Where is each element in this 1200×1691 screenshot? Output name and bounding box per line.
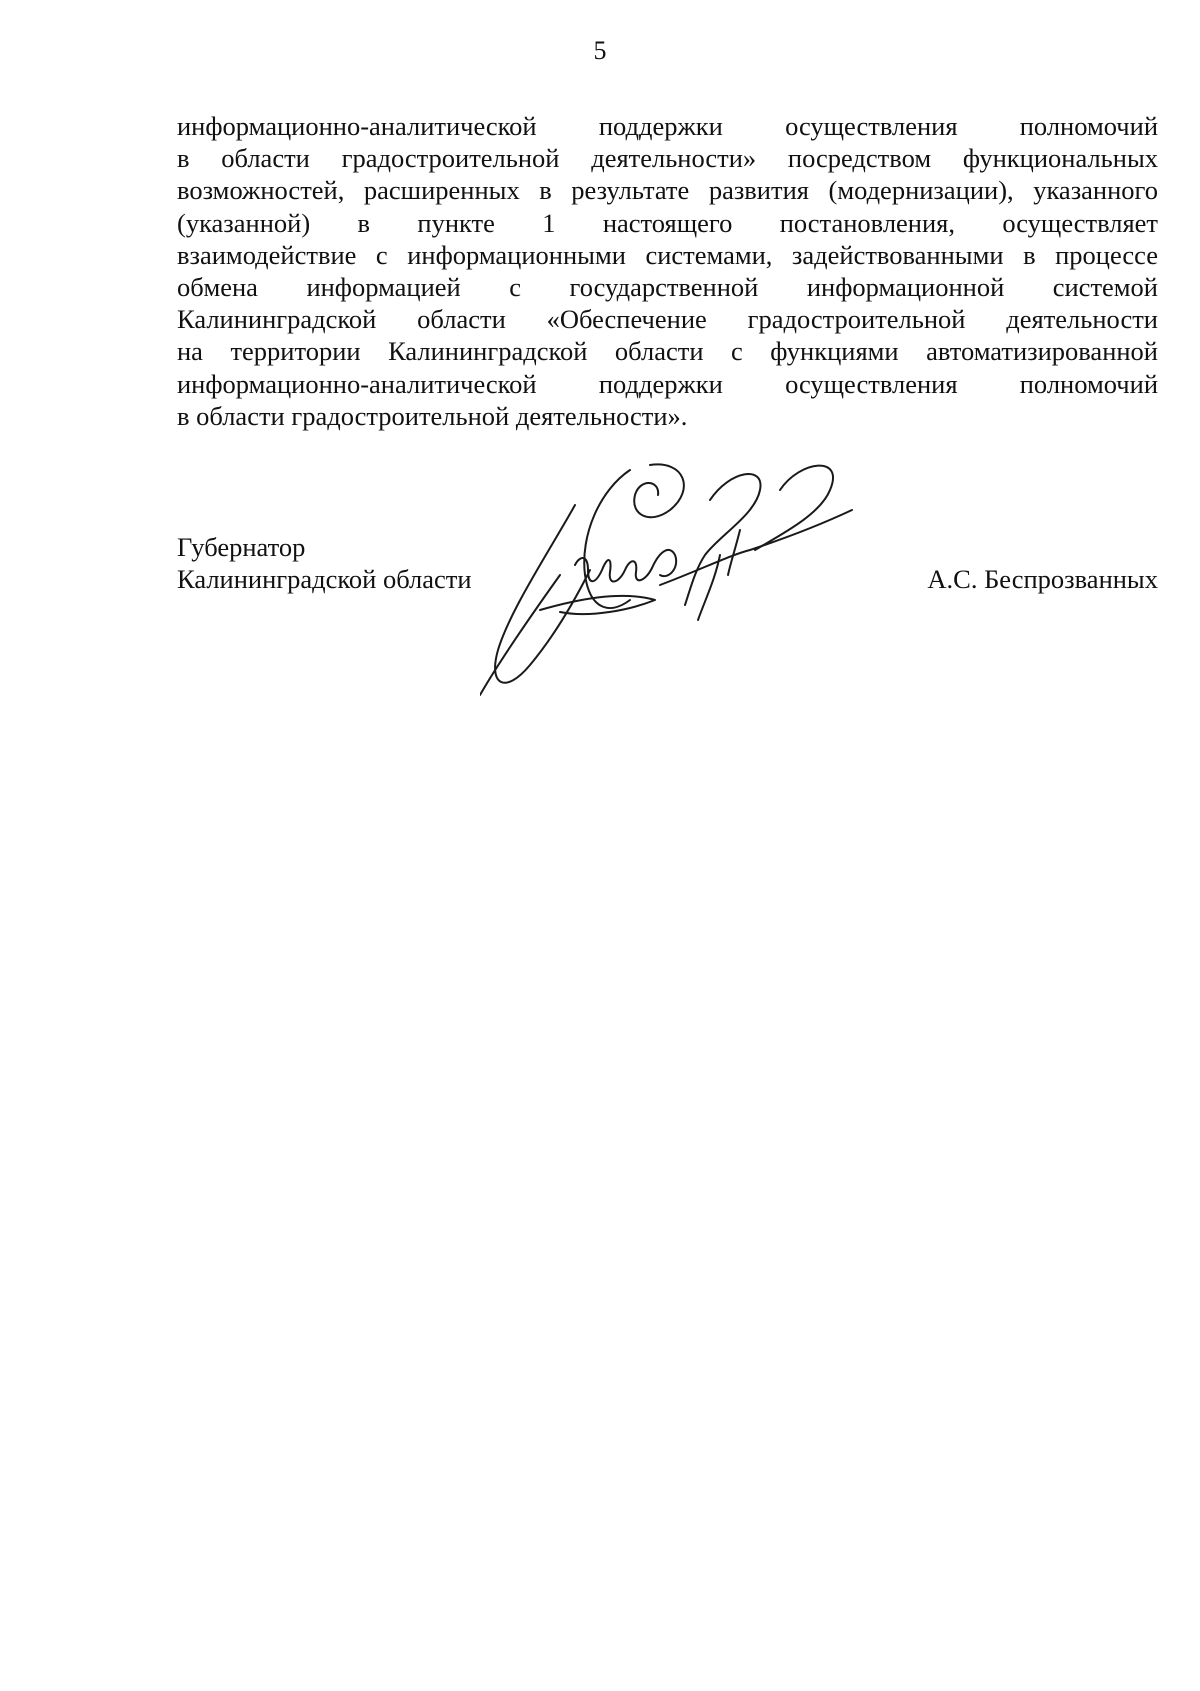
body-line-7: Калининградской области «Обеспечение градостроительной деятельности — [177, 304, 1158, 335]
body-line-8: на территории Калининградской области с функциями автоматизированной — [177, 336, 1158, 367]
signer-name: А.С. Беспрозванных — [927, 564, 1158, 594]
body-line-1: информационно-аналитической поддержки осуществления полномочий — [177, 111, 1158, 141]
page-number: 5 — [593, 36, 607, 65]
signer-position-line-1: Губернатор — [177, 532, 306, 562]
body-line-6: обмена информацией с государственной информационной системой — [177, 271, 1158, 302]
body-line-2: в области градостроительной деятельности» посредством функциональных — [177, 143, 1158, 174]
signer-position-line-2: Калининградской области — [177, 564, 472, 595]
body-line-4: (указанной) в пункте 1 настоящего постановления, осуществляет — [177, 207, 1158, 238]
signature-block — [177, 531, 1158, 595]
body-line-3: возможностей, расширенных в результате развития (модернизации), указанного — [177, 175, 1158, 206]
signer-position — [177, 531, 472, 595]
body-paragraph — [177, 110, 1158, 432]
body-line-10: в области градостроительной деятельности». — [177, 400, 688, 431]
body-line-5: взаимодействие с информационными системами, задействованными в процессе — [177, 239, 1158, 270]
body-line-9: информационно-аналитической поддержки осуществления полномочий — [177, 368, 1158, 399]
